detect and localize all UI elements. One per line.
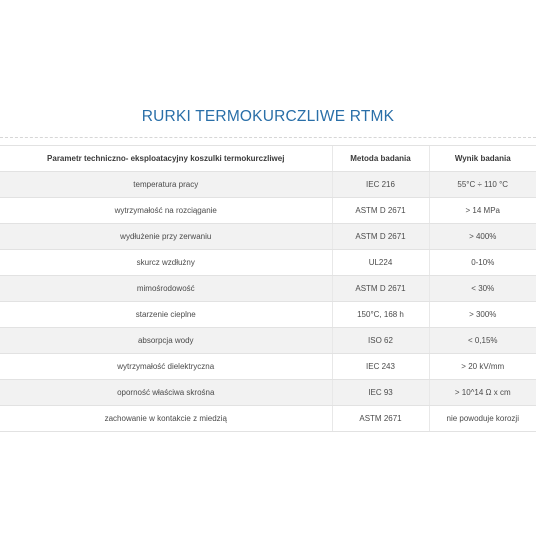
cell-method: ASTM D 2671: [332, 276, 429, 302]
cell-result: 0-10%: [429, 250, 536, 276]
cell-result: 55°C ÷ 110 °C: [429, 172, 536, 198]
table-row: [0, 302, 536, 328]
table-row: [0, 406, 536, 432]
cell-result: < 30%: [429, 276, 536, 302]
table-row: [0, 198, 536, 224]
header-result: Wynik badania: [429, 146, 536, 172]
cell-method: ASTM D 2671: [332, 224, 429, 250]
cell-parameter: temperatura pracy: [0, 172, 332, 198]
table-row: [0, 172, 536, 198]
cell-parameter: zachowanie w kontakcie z miedzią: [0, 406, 332, 432]
cell-result: nie powoduje korozji: [429, 406, 536, 432]
header-method: Metoda badania: [332, 146, 429, 172]
title-divider: [0, 137, 536, 138]
cell-parameter: wytrzymałość dielektryczna: [0, 354, 332, 380]
cell-method: IEC 216: [332, 172, 429, 198]
cell-result: > 300%: [429, 302, 536, 328]
table-header-row: [0, 146, 536, 172]
cell-parameter: oporność właściwa skrośna: [0, 380, 332, 406]
cell-method: IEC 93: [332, 380, 429, 406]
cell-parameter: skurcz wzdłużny: [0, 250, 332, 276]
table-row: [0, 380, 536, 406]
header-parameter: Parametr techniczno- eksploatacyjny koszulki termokurczliwej: [0, 146, 332, 172]
cell-result: > 14 MPa: [429, 198, 536, 224]
table-row: [0, 224, 536, 250]
table-row: [0, 354, 536, 380]
cell-result: > 20 kV/mm: [429, 354, 536, 380]
cell-parameter: wydłużenie przy zerwaniu: [0, 224, 332, 250]
cell-result: > 400%: [429, 224, 536, 250]
cell-result: < 0,15%: [429, 328, 536, 354]
table-row: [0, 250, 536, 276]
cell-method: ASTM 2671: [332, 406, 429, 432]
cell-method: ISO 62: [332, 328, 429, 354]
table-row: [0, 276, 536, 302]
table-row: [0, 328, 536, 354]
cell-parameter: absorpcja wody: [0, 328, 332, 354]
cell-method: ASTM D 2671: [332, 198, 429, 224]
cell-method: IEC 243: [332, 354, 429, 380]
cell-parameter: mimośrodowość: [0, 276, 332, 302]
cell-parameter: wytrzymałość na rozciąganie: [0, 198, 332, 224]
cell-parameter: starzenie cieplne: [0, 302, 332, 328]
cell-result: > 10^14 Ω x cm: [429, 380, 536, 406]
page-title: RURKI TERMOKURCZLIWE RTMK: [141, 108, 395, 125]
spec-table: [0, 145, 536, 432]
cell-method: UL224: [332, 250, 429, 276]
cell-method: 150°C, 168 h: [332, 302, 429, 328]
